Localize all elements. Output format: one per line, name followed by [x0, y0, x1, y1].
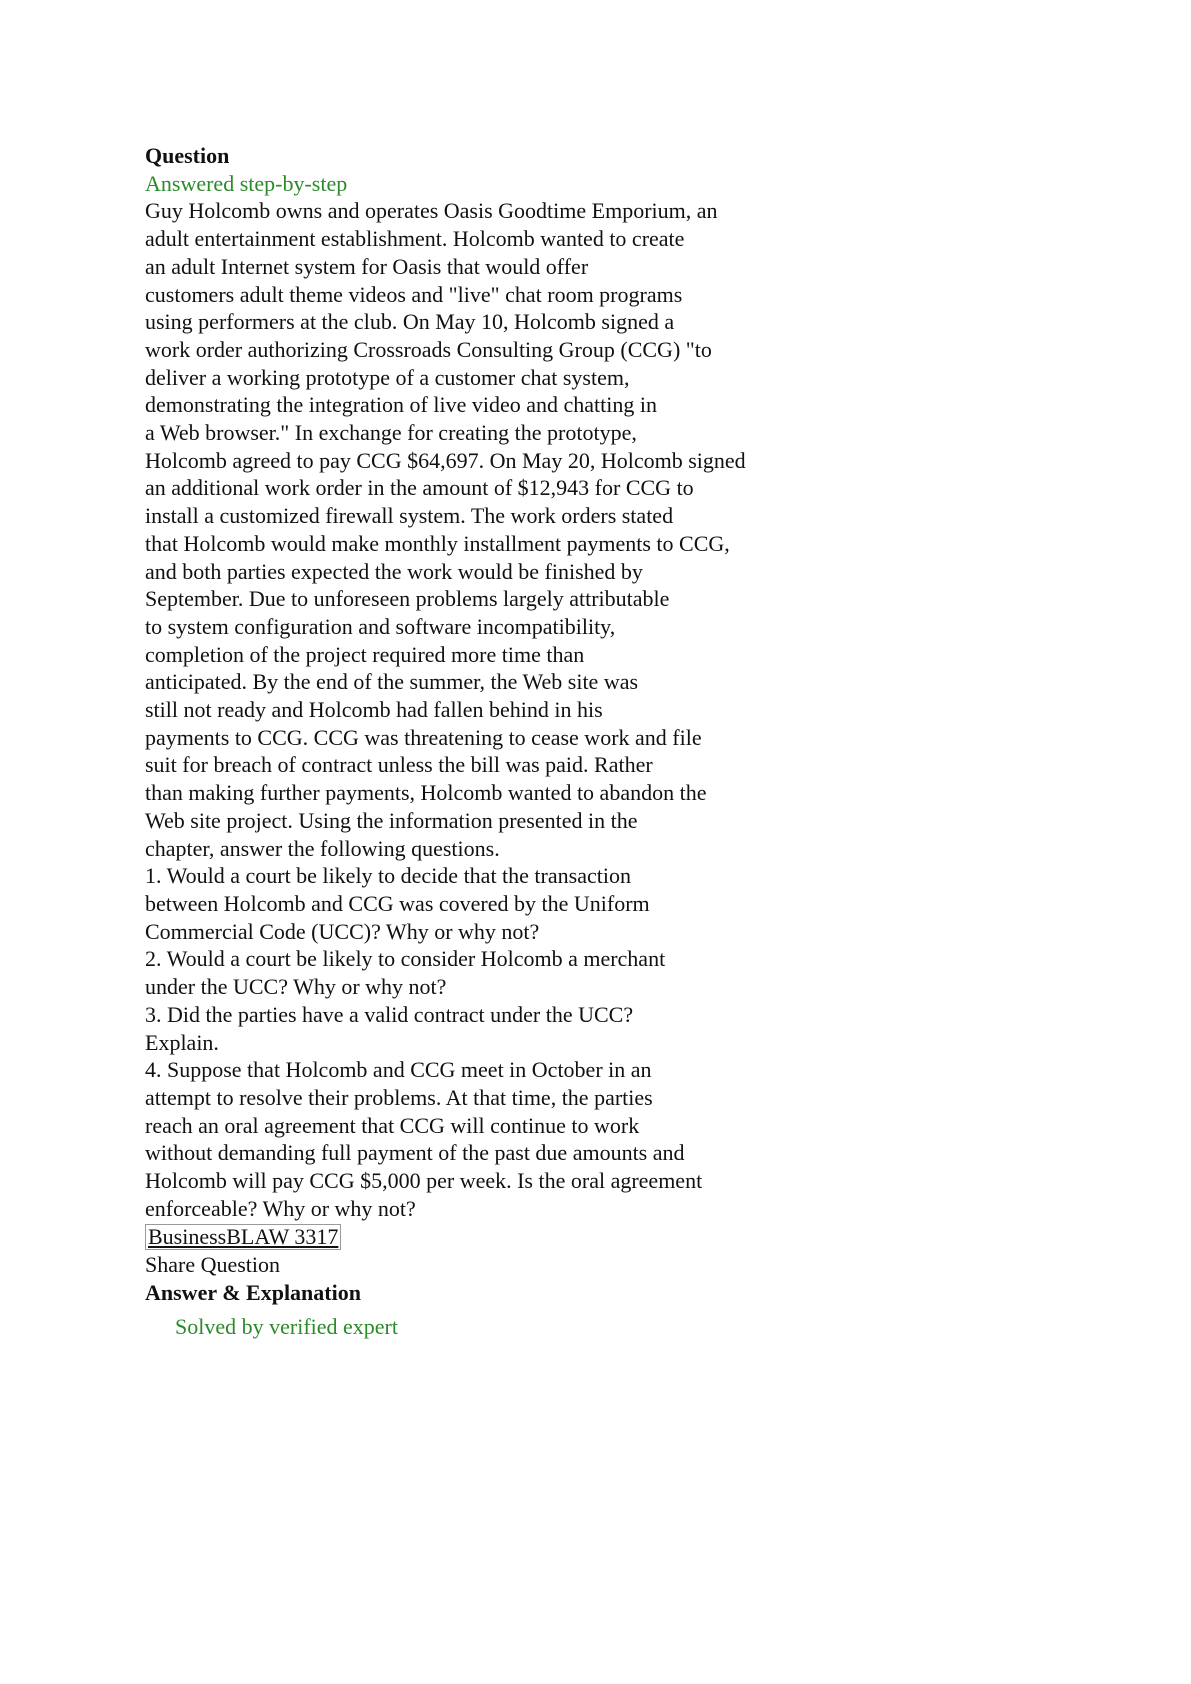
question-line: reach an oral agreement that CCG will continue to work — [145, 1112, 640, 1138]
question-line: Commercial Code (UCC)? Why or why not? — [145, 918, 540, 944]
question-line: still not ready and Holcomb had fallen behind in his — [145, 697, 603, 723]
subject-tag-link[interactable]: BusinessBLAW 3317 — [145, 1224, 341, 1250]
question-line: attempt to resolve their problems. At that time, the parties — [145, 1084, 653, 1110]
question-line: adult entertainment establishment. Holcomb wanted to create — [145, 226, 685, 252]
question-line: an additional work order in the amount of $12,943 for CCG to — [145, 475, 694, 501]
question-line: work order authorizing Crossroads Consulting Group (CCG) "to — [145, 336, 712, 362]
question-heading: Question — [145, 143, 230, 168]
question-line: to system configuration and software incompatibility, — [145, 613, 616, 639]
solved-status: Solved by verified expert — [175, 1313, 398, 1339]
question-line: anticipated. By the end of the summer, the Web site was — [145, 669, 639, 695]
question-item-2: 2. Would a court be likely to consider Holcomb a merchant — [145, 946, 666, 972]
question-line: Holcomb will pay CCG $5,000 per week. Is the oral agreement — [145, 1168, 703, 1194]
question-line: demonstrating the integration of live video and chatting in — [145, 392, 657, 418]
question-line: Guy Holcomb owns and operates Oasis Goodtime Emporium, an — [145, 198, 718, 224]
question-body — [145, 197, 845, 1222]
question-line: an adult Internet system for Oasis that would offer — [145, 253, 589, 279]
question-line: September. Due to unforeseen problems largely attributable — [145, 586, 670, 612]
question-line: than making further payments, Holcomb wanted to abandon the — [145, 780, 707, 806]
share-question-button[interactable]: Share Question — [145, 1252, 281, 1278]
question-line: using performers at the club. On May 10, Holcomb signed a — [145, 309, 675, 335]
question-line: Holcomb agreed to pay CCG $64,697. On May 20, Holcomb signed — [145, 447, 746, 473]
question-line: Web site project. Using the information presented in the — [145, 807, 638, 833]
question-item-1: 1. Would a court be likely to decide that the transaction — [145, 863, 631, 889]
question-line: without demanding full payment of the past due amounts and — [145, 1140, 685, 1166]
question-line: enforceable? Why or why not? — [145, 1195, 416, 1221]
question-line: between Holcomb and CCG was covered by the Uniform — [145, 890, 650, 916]
question-line: completion of the project required more time than — [145, 641, 585, 667]
question-line: suit for breach of contract unless the bill was paid. Rather — [145, 752, 653, 778]
question-line: that Holcomb would make monthly installment payments to CCG, — [145, 530, 730, 556]
question-line: under the UCC? Why or why not? — [145, 974, 447, 1000]
question-line: chapter, answer the following questions. — [145, 835, 500, 861]
question-line: and both parties expected the work would be finished by — [145, 558, 643, 584]
answered-status: Answered step-by-step — [145, 170, 348, 196]
answer-heading: Answer & Explanation — [145, 1279, 361, 1305]
question-line: customers adult theme videos and "live" chat room programs — [145, 281, 683, 307]
question-line: install a customized firewall system. The work orders stated — [145, 503, 674, 529]
question-line: deliver a working prototype of a customer chat system, — [145, 364, 630, 390]
question-line: Explain. — [145, 1029, 219, 1055]
question-item-4: 4. Suppose that Holcomb and CCG meet in October in an — [145, 1057, 652, 1083]
document-page — [145, 142, 845, 1340]
question-line: a Web browser." In exchange for creating the prototype, — [145, 420, 637, 446]
question-item-3: 3. Did the parties have a valid contract under the UCC? — [145, 1001, 634, 1027]
question-line: payments to CCG. CCG was threatening to cease work and file — [145, 724, 702, 750]
